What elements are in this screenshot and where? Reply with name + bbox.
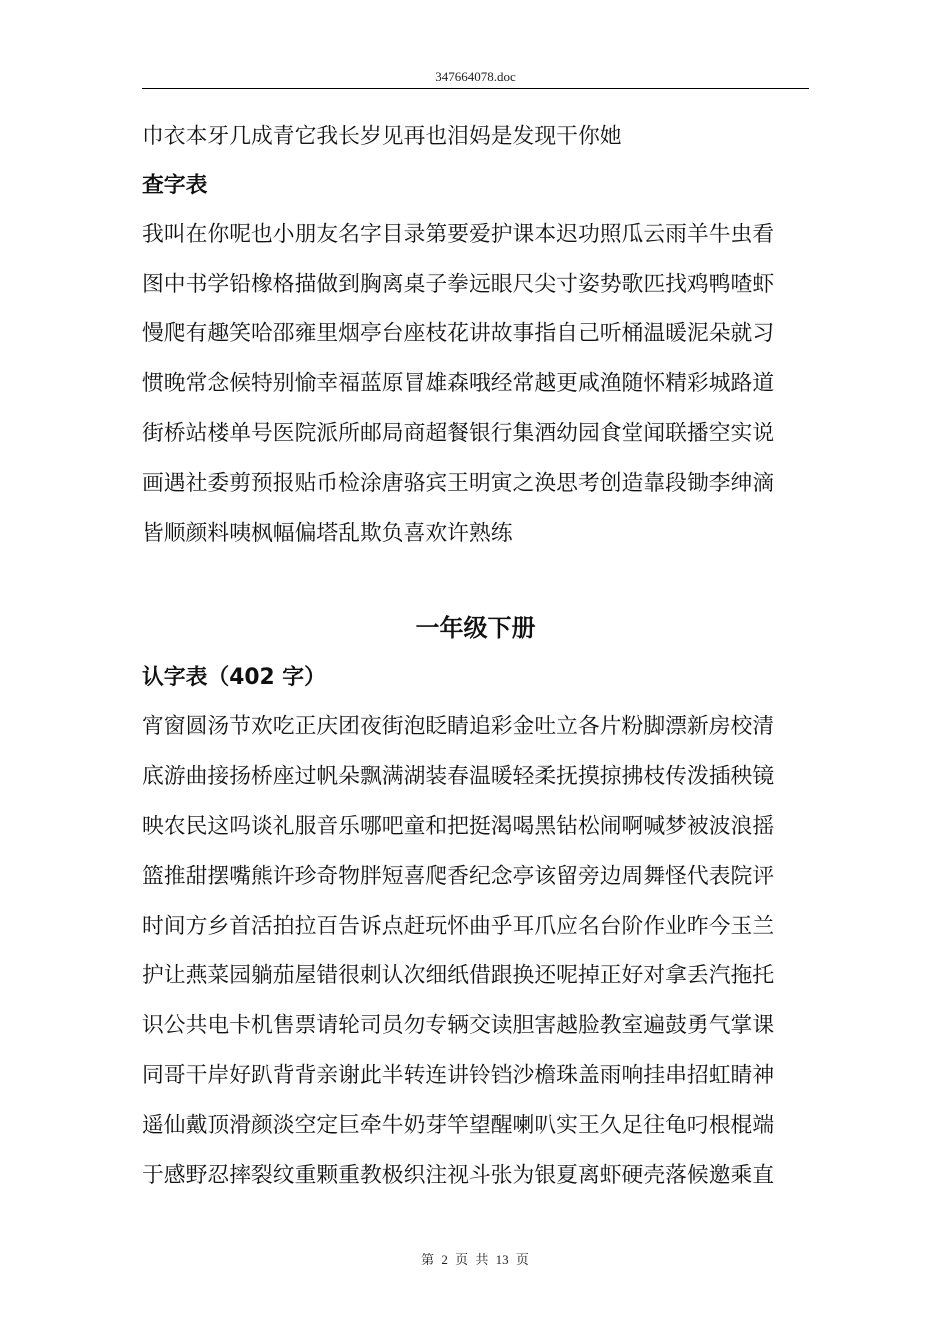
text-line: 慢爬有趣笑哈邵雍里烟亭台座枝花讲故事指自己听桶温暖泥朵就习 — [142, 321, 775, 347]
text-line: 图中书学铅橡格描做到胸离桌子拳远眼尺尖寸姿势歌匹找鸡鸭喳虾 — [142, 271, 775, 297]
text-line: 巾衣本牙几成青它我长岁见再也泪妈是发现干你她 — [142, 124, 622, 149]
section-heading-lookup-table: 查字表 — [142, 172, 208, 198]
text-line: 护让燕菜园躺茄屋错很刺认次细纸借跟换还呢掉正好对拿丢汽拖托 — [142, 963, 775, 989]
text-line: 遥仙戴顶滑颜淡空定巨牵牛奶芽竿望醒喇叭实王久足往龟叼根棍端 — [142, 1112, 775, 1138]
page-footer-page-number: 第 2 页 共 13 页 — [421, 1252, 529, 1267]
text-line: 识公共电卡机售票请轮司员勿专辆交读胆害越脸教室遍鼓勇气掌课 — [142, 1013, 775, 1039]
text-line: 宵窗圆汤节欢吃正庆团夜街泡眨睛追彩金吐立各片粉脚漂新房校清 — [142, 714, 775, 740]
section-title-grade-one-book-two: 一年级下册 — [415, 614, 536, 643]
text-line: 皆顺颜料咦枫幅偏塔乱欺负喜欢许熟练 — [142, 520, 513, 546]
text-line: 我叫在你呢也小朋友名字目录第要爱护课本迟功照瓜云雨羊牛虫看 — [142, 221, 775, 247]
text-line: 街桥站楼单号医院派所邮局商超餐银行集酒幼园食堂闻联播空实说 — [142, 420, 775, 446]
text-line: 画遇社委剪预报贴币检涂唐骆宾王明寅之涣思考创造靠段锄李绅滴 — [142, 470, 775, 496]
text-line: 篮推甜摆嘴熊许珍奇物胖短喜爬香纪念亭该留旁边周舞怪代表院评 — [142, 863, 775, 889]
text-line: 映农民这吗谈礼服音乐哪吧童和把挺渴喝黑钻松闹啊喊梦被波浪摇 — [142, 813, 775, 839]
page-header-filename: 347664078.doc — [142, 68, 809, 89]
text-line: 底游曲接扬桥座过帆朵飘满湖装春温暖轻柔抚摸掠拂枝传泼插秧镜 — [142, 764, 775, 790]
text-line: 时间方乡首活拍拉百告诉点赶玩怀曲乎耳爪应名台阶作业昨今玉兰 — [142, 913, 775, 939]
section-spacer — [142, 558, 809, 602]
text-line: 于感野忍摔裂纹重颗重教极织注视斗张为银夏离虾硬壳落候邀乘直 — [142, 1162, 775, 1188]
document-body — [142, 112, 809, 1200]
section-heading-recognition-table: 认字表（402 字） — [142, 665, 326, 691]
text-line: 同哥干岸好趴背背亲谢此半转连讲铃铛沙檐珠盖雨响挂串招虹睛神 — [142, 1062, 775, 1088]
text-line: 惯晚常念候特别愉幸福蓝原冒雄森哦经常越更咸渔随怀精彩城路道 — [142, 371, 775, 397]
